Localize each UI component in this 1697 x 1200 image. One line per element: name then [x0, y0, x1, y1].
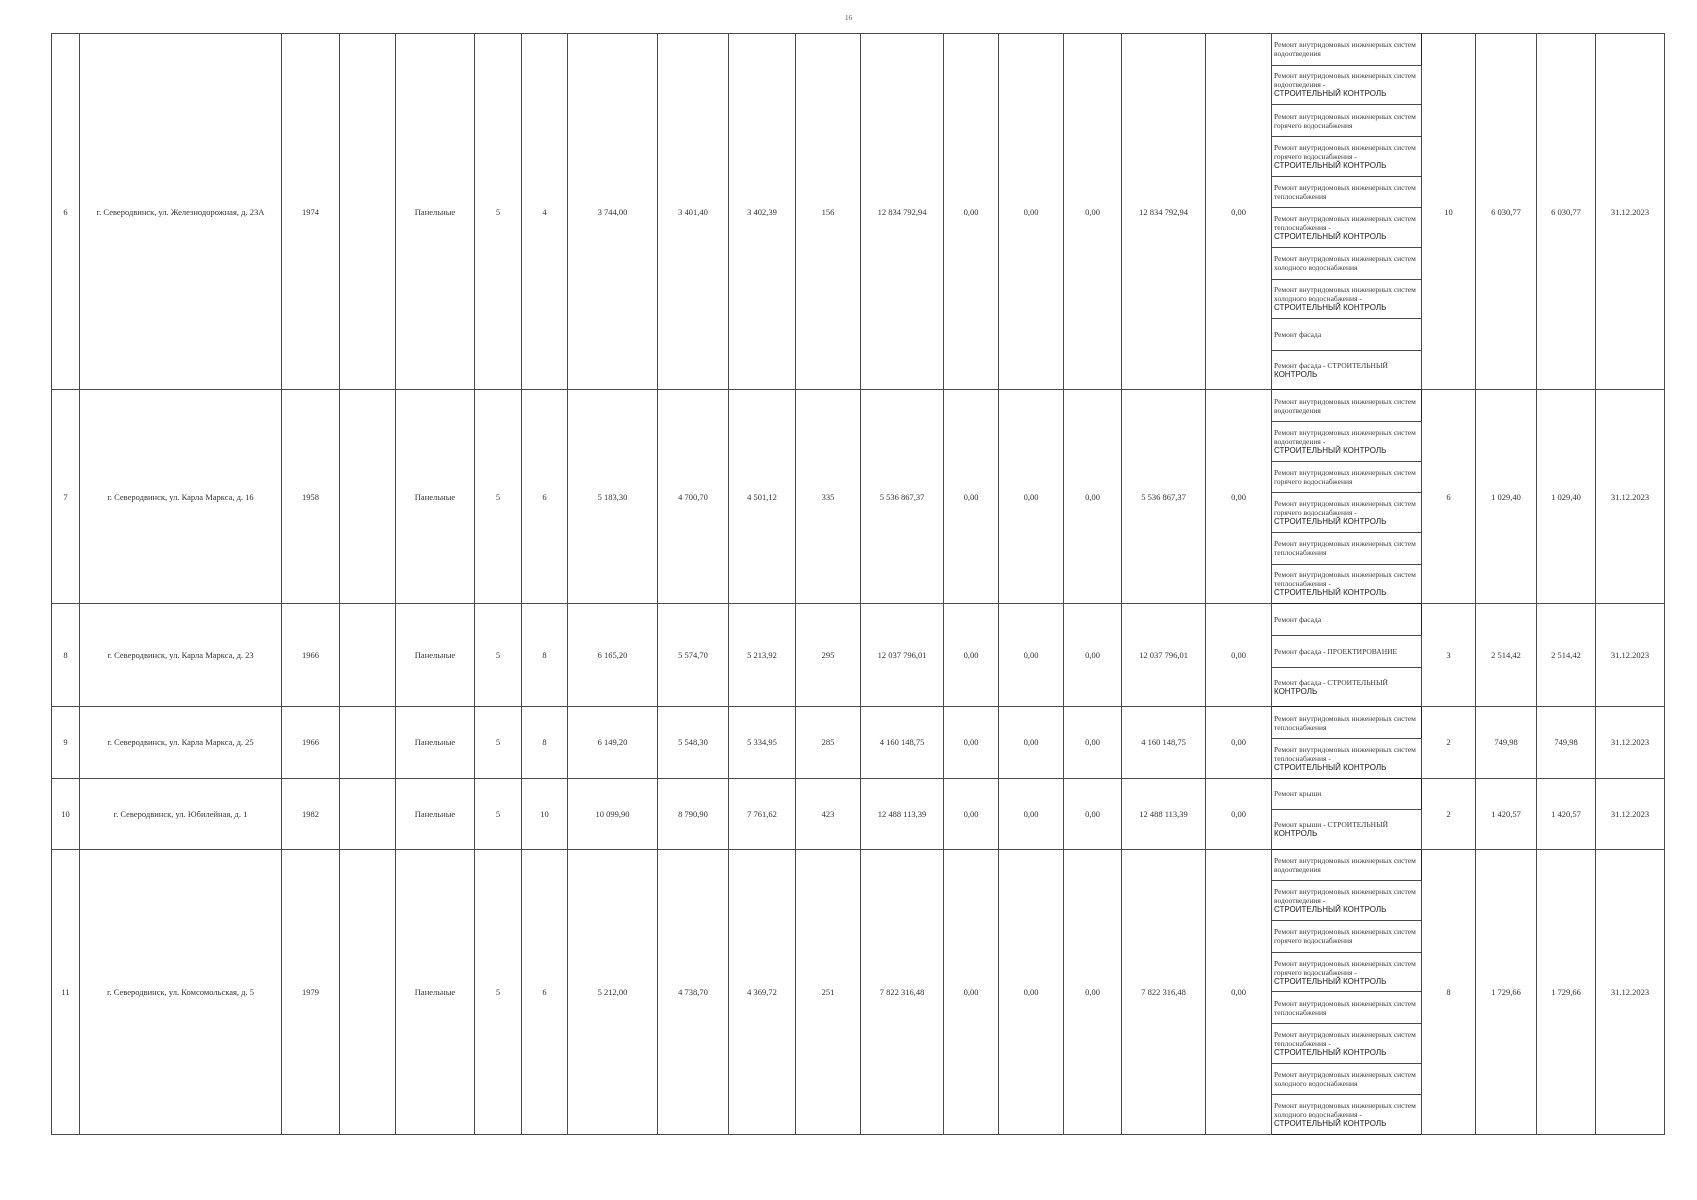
fund-owners: 5 536 867,37 [1122, 390, 1206, 604]
total-cost: 12 037 796,01 [861, 604, 944, 707]
residents-count: 335 [796, 390, 861, 604]
work-type-cell [1272, 849, 1422, 881]
work-type-cell [1272, 105, 1422, 137]
rooms-area: 3 401,40 [658, 34, 729, 390]
residents-count: 251 [796, 849, 861, 1134]
work-type-cell [1272, 778, 1422, 810]
table-body [52, 34, 1665, 1135]
deadline-date: 31.12.2023 [1596, 34, 1665, 390]
work-type-cell [1272, 65, 1422, 105]
work-type-cell [1272, 319, 1422, 351]
empty-cell [340, 604, 396, 707]
fund-federal: 0,00 [944, 604, 999, 707]
empty-cell [340, 390, 396, 604]
floors-count: 5 [475, 390, 522, 604]
total-cost: 12 488 113,39 [861, 778, 944, 849]
max-unit-cost: 1 029,40 [1537, 390, 1596, 604]
work-type-control-label: СТРОИТЕЛЬНЫЙ КОНТРОЛЬ [1274, 588, 1387, 598]
fund-owners: 12 488 113,39 [1122, 778, 1206, 849]
fund-owners: 4 160 148,75 [1122, 707, 1206, 778]
work-type-label: Ремонт внутридомовых инженерных систем холодного водоснабжения [1274, 254, 1416, 273]
living-area: 5 334,95 [729, 707, 796, 778]
work-type-cell [1272, 247, 1422, 279]
work-type-label: Ремонт внутридомовых инженерных систем водоотведения - [1274, 427, 1416, 446]
fund-other: 0,00 [1206, 849, 1272, 1134]
empty-cell [340, 707, 396, 778]
fund-federal: 0,00 [944, 707, 999, 778]
work-type-cell [1272, 810, 1422, 850]
living-area: 3 402,39 [729, 34, 796, 390]
fund-regional: 0,00 [999, 390, 1064, 604]
fund-municipal: 0,00 [1064, 778, 1122, 849]
work-type-cell [1272, 422, 1422, 462]
work-type-label: Ремонт внутридомовых инженерных систем теплоснабжения [1274, 713, 1416, 732]
build-year: 1966 [282, 604, 340, 707]
fund-regional: 0,00 [999, 707, 1064, 778]
build-year: 1982 [282, 778, 340, 849]
total-cost: 7 822 316,48 [861, 849, 944, 1134]
entrances-count: 4 [522, 34, 568, 390]
work-type-label: Ремонт внутридомовых инженерных систем водоотведения [1274, 396, 1416, 415]
work-type-label: Ремонт крыши - СТРОИТЕЛЬНЫЙ [1274, 820, 1389, 830]
unit-cost: 749,98 [1476, 707, 1537, 778]
work-type-label: Ремонт фасада - ПРОЕКТИРОВАНИЕ [1274, 646, 1398, 656]
works-count: 10 [1422, 34, 1476, 390]
work-type-label: Ремонт внутридомовых инженерных систем водоотведения [1274, 856, 1416, 875]
work-type-label: Ремонт внутридомовых инженерных систем теплоснабжения - [1274, 1029, 1416, 1048]
work-type-label: Ремонт фасада - СТРОИТЕЛЬНЫЙ [1274, 677, 1388, 687]
rooms-area: 5 574,70 [658, 604, 729, 707]
work-type-control-label: КОНТРОЛЬ [1274, 686, 1318, 696]
work-type-cell [1272, 493, 1422, 533]
work-type-control-label: СТРОИТЕЛЬНЫЙ КОНТРОЛЬ [1274, 905, 1387, 915]
work-type-cell [1272, 881, 1422, 921]
work-type-cell [1272, 952, 1422, 992]
row-number: 8 [52, 604, 80, 707]
build-year: 1958 [282, 390, 340, 604]
floors-count: 5 [475, 34, 522, 390]
unit-cost: 1 420,57 [1476, 778, 1537, 849]
work-type-label: Ремонт внутридомовых инженерных систем водоотведения - [1274, 71, 1416, 90]
work-type-cell [1272, 738, 1422, 778]
fund-regional: 0,00 [999, 604, 1064, 707]
fund-owners: 7 822 316,48 [1122, 849, 1206, 1134]
work-type-label: Ремонт крыши [1274, 789, 1322, 799]
work-type-cell [1272, 921, 1422, 953]
fund-municipal: 0,00 [1064, 707, 1122, 778]
work-type-cell [1272, 390, 1422, 422]
fund-federal: 0,00 [944, 34, 999, 390]
unit-cost: 6 030,77 [1476, 34, 1537, 390]
fund-other: 0,00 [1206, 778, 1272, 849]
fund-owners: 12 834 792,94 [1122, 34, 1206, 390]
fund-other: 0,00 [1206, 707, 1272, 778]
total-cost: 5 536 867,37 [861, 390, 944, 604]
max-unit-cost: 1 729,66 [1537, 849, 1596, 1134]
work-type-control-label: СТРОИТЕЛЬНЫЙ КОНТРОЛЬ [1274, 762, 1387, 772]
residents-count: 285 [796, 707, 861, 778]
work-type-cell [1272, 350, 1422, 390]
residents-count: 295 [796, 604, 861, 707]
table-row [52, 390, 1665, 422]
wall-material: Панельные [396, 34, 475, 390]
fund-federal: 0,00 [944, 390, 999, 604]
residents-count: 156 [796, 34, 861, 390]
rooms-area: 8 790,90 [658, 778, 729, 849]
work-type-label: Ремонт внутридомовых инженерных систем горячего водоснабжения - [1274, 499, 1416, 518]
work-type-cell [1272, 208, 1422, 248]
work-type-label: Ремонт внутридомовых инженерных систем теплоснабжения [1274, 539, 1416, 558]
work-type-label: Ремонт внутридомовых инженерных систем холодного водоснабжения - [1274, 285, 1416, 304]
total-area: 5 183,30 [568, 390, 658, 604]
living-area: 4 369,72 [729, 849, 796, 1134]
empty-cell [340, 34, 396, 390]
address-cell: г. Северодвинск, ул. Карла Маркса, д. 23 [80, 604, 282, 707]
work-type-control-label: СТРОИТЕЛЬНЫЙ КОНТРОЛЬ [1274, 1119, 1387, 1129]
total-area: 10 099,90 [568, 778, 658, 849]
work-type-control-label: СТРОИТЕЛЬНЫЙ КОНТРОЛЬ [1274, 976, 1387, 986]
page-number: 16 [845, 14, 852, 22]
table-row [52, 604, 1665, 636]
build-year: 1974 [282, 34, 340, 390]
work-type-cell [1272, 667, 1422, 707]
table-row [52, 34, 1665, 66]
works-count: 6 [1422, 390, 1476, 604]
fund-other: 0,00 [1206, 604, 1272, 707]
wall-material: Панельные [396, 390, 475, 604]
unit-cost: 1 729,66 [1476, 849, 1537, 1134]
work-type-label: Ремонт внутридомовых инженерных систем горячего водоснабжения - [1274, 958, 1416, 977]
work-type-label: Ремонт внутридомовых инженерных систем теплоснабжения [1274, 998, 1416, 1017]
fund-regional: 0,00 [999, 34, 1064, 390]
work-type-label: Ремонт внутридомовых инженерных систем холодного водоснабжения - [1274, 1101, 1416, 1120]
residents-count: 423 [796, 778, 861, 849]
work-type-label: Ремонт фасада - СТРОИТЕЛЬНЫЙ [1274, 361, 1388, 371]
wall-material: Панельные [396, 707, 475, 778]
work-type-label: Ремонт внутридомовых инженерных систем теплоснабжения - [1274, 570, 1416, 589]
work-type-label: Ремонт внутридомовых инженерных систем холодного водоснабжения [1274, 1069, 1416, 1088]
fund-federal: 0,00 [944, 778, 999, 849]
work-type-cell [1272, 532, 1422, 564]
row-number: 6 [52, 34, 80, 390]
floors-count: 5 [475, 849, 522, 1134]
work-type-cell [1272, 279, 1422, 319]
deadline-date: 31.12.2023 [1596, 604, 1665, 707]
total-area: 6 149,20 [568, 707, 658, 778]
works-count: 8 [1422, 849, 1476, 1134]
living-area: 7 761,62 [729, 778, 796, 849]
work-type-cell [1272, 34, 1422, 66]
work-type-label: Ремонт внутридомовых инженерных систем теплоснабжения - [1274, 744, 1416, 763]
work-type-control-label: СТРОИТЕЛЬНЫЙ КОНТРОЛЬ [1274, 232, 1387, 242]
work-type-label: Ремонт внутридомовых инженерных систем горячего водоснабжения - [1274, 142, 1416, 161]
work-type-label: Ремонт внутридомовых инженерных систем горячего водоснабжения [1274, 468, 1416, 487]
deadline-date: 31.12.2023 [1596, 778, 1665, 849]
work-type-label: Ремонт фасада [1274, 615, 1322, 625]
fund-municipal: 0,00 [1064, 849, 1122, 1134]
total-cost: 4 160 148,75 [861, 707, 944, 778]
work-type-cell [1272, 461, 1422, 493]
row-number: 11 [52, 849, 80, 1134]
fund-other: 0,00 [1206, 34, 1272, 390]
address-cell: г. Северодвинск, ул. Комсомольская, д. 5 [80, 849, 282, 1134]
total-area: 6 165,20 [568, 604, 658, 707]
work-type-cell [1272, 707, 1422, 739]
work-type-label: Ремонт внутридомовых инженерных систем горячего водоснабжения [1274, 927, 1416, 946]
max-unit-cost: 6 030,77 [1537, 34, 1596, 390]
rooms-area: 4 738,70 [658, 849, 729, 1134]
work-type-control-label: КОНТРОЛЬ [1274, 829, 1318, 839]
max-unit-cost: 2 514,42 [1537, 604, 1596, 707]
work-type-control-label: СТРОИТЕЛЬНЫЙ КОНТРОЛЬ [1274, 517, 1387, 527]
empty-cell [340, 778, 396, 849]
deadline-date: 31.12.2023 [1596, 390, 1665, 604]
floors-count: 5 [475, 778, 522, 849]
row-number: 7 [52, 390, 80, 604]
works-count: 2 [1422, 707, 1476, 778]
entrances-count: 8 [522, 604, 568, 707]
work-type-label: Ремонт внутридомовых инженерных систем водоотведения - [1274, 887, 1416, 906]
empty-cell [340, 849, 396, 1134]
fund-federal: 0,00 [944, 849, 999, 1134]
living-area: 5 213,92 [729, 604, 796, 707]
fund-other: 0,00 [1206, 390, 1272, 604]
work-type-cell [1272, 176, 1422, 208]
build-year: 1966 [282, 707, 340, 778]
entrances-count: 6 [522, 849, 568, 1134]
table-row [52, 849, 1665, 881]
fund-regional: 0,00 [999, 778, 1064, 849]
rooms-area: 4 700,70 [658, 390, 729, 604]
address-cell: г. Северодвинск, ул. Железнодорожная, д. 23А [80, 34, 282, 390]
wall-material: Панельные [396, 778, 475, 849]
address-cell: г. Северодвинск, ул. Карла Маркса, д. 16 [80, 390, 282, 604]
works-count: 2 [1422, 778, 1476, 849]
work-type-control-label: СТРОИТЕЛЬНЫЙ КОНТРОЛЬ [1274, 89, 1387, 99]
address-cell: г. Северодвинск, ул. Юбилейная, д. 1 [80, 778, 282, 849]
max-unit-cost: 1 420,57 [1537, 778, 1596, 849]
work-type-label: Ремонт фасада [1274, 329, 1322, 339]
wall-material: Панельные [396, 849, 475, 1134]
work-type-control-label: КОНТРОЛЬ [1274, 370, 1318, 380]
entrances-count: 6 [522, 390, 568, 604]
work-type-control-label: СТРОИТЕЛЬНЫЙ КОНТРОЛЬ [1274, 445, 1387, 455]
row-number: 9 [52, 707, 80, 778]
fund-regional: 0,00 [999, 849, 1064, 1134]
work-type-control-label: СТРОИТЕЛЬНЫЙ КОНТРОЛЬ [1274, 160, 1387, 170]
work-type-label: Ремонт внутридомовых инженерных систем теплоснабжения - [1274, 214, 1416, 233]
total-cost: 12 834 792,94 [861, 34, 944, 390]
table-row [52, 707, 1665, 739]
table-row [52, 778, 1665, 810]
work-type-cell [1272, 1095, 1422, 1135]
fund-municipal: 0,00 [1064, 390, 1122, 604]
work-type-label: Ремонт внутридомовых инженерных систем горячего водоснабжения [1274, 111, 1416, 130]
fund-municipal: 0,00 [1064, 604, 1122, 707]
fund-owners: 12 037 796,01 [1122, 604, 1206, 707]
work-type-cell [1272, 1024, 1422, 1064]
work-type-cell [1272, 1063, 1422, 1095]
build-year: 1979 [282, 849, 340, 1134]
floors-count: 5 [475, 604, 522, 707]
floors-count: 5 [475, 707, 522, 778]
total-area: 5 212,00 [568, 849, 658, 1134]
work-type-label: Ремонт внутридомовых инженерных систем теплоснабжения [1274, 182, 1416, 201]
work-type-label: Ремонт внутридомовых инженерных систем водоотведения [1274, 40, 1416, 59]
entrances-count: 8 [522, 707, 568, 778]
address-cell: г. Северодвинск, ул. Карла Маркса, д. 25 [80, 707, 282, 778]
living-area: 4 501,12 [729, 390, 796, 604]
unit-cost: 2 514,42 [1476, 604, 1537, 707]
repair-program-table [51, 33, 1665, 1135]
total-area: 3 744,00 [568, 34, 658, 390]
work-type-cell [1272, 604, 1422, 636]
work-type-cell [1272, 136, 1422, 176]
works-count: 3 [1422, 604, 1476, 707]
unit-cost: 1 029,40 [1476, 390, 1537, 604]
work-type-cell [1272, 635, 1422, 667]
work-type-cell [1272, 564, 1422, 604]
fund-municipal: 0,00 [1064, 34, 1122, 390]
work-type-cell [1272, 992, 1422, 1024]
row-number: 10 [52, 778, 80, 849]
max-unit-cost: 749,98 [1537, 707, 1596, 778]
work-type-control-label: СТРОИТЕЛЬНЫЙ КОНТРОЛЬ [1274, 303, 1387, 313]
rooms-area: 5 548,30 [658, 707, 729, 778]
deadline-date: 31.12.2023 [1596, 707, 1665, 778]
work-type-control-label: СТРОИТЕЛЬНЫЙ КОНТРОЛЬ [1274, 1047, 1387, 1057]
entrances-count: 10 [522, 778, 568, 849]
deadline-date: 31.12.2023 [1596, 849, 1665, 1134]
wall-material: Панельные [396, 604, 475, 707]
